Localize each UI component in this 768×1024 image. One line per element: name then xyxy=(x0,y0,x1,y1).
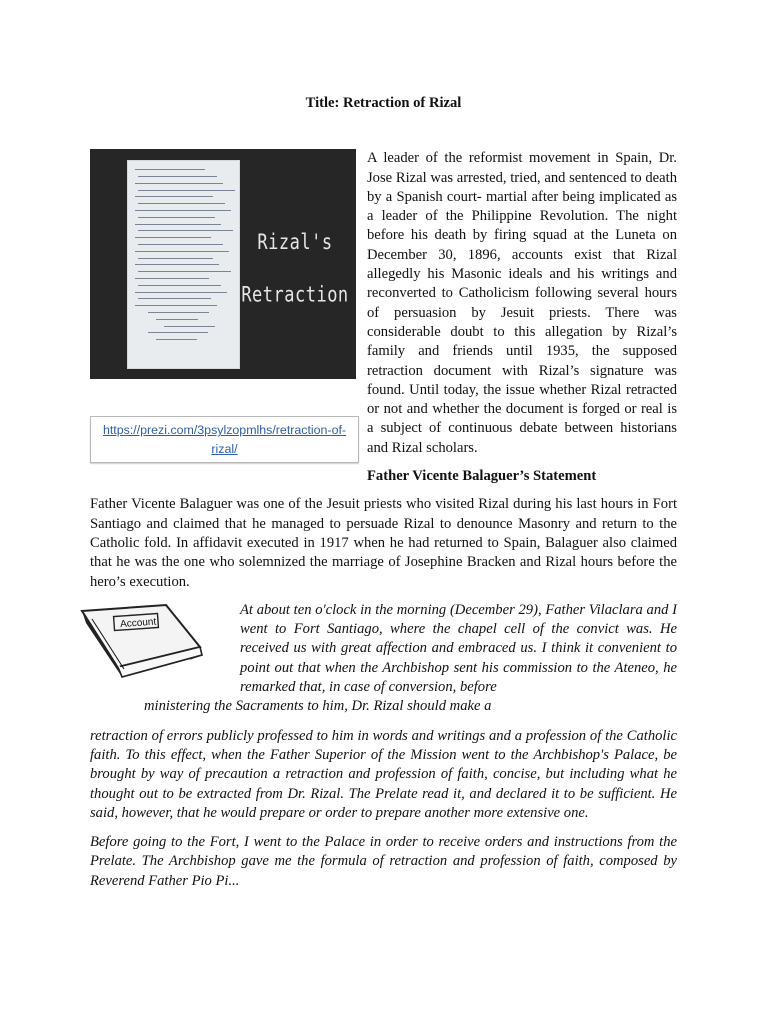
handwriting-stroke xyxy=(135,264,219,265)
handwriting-stroke xyxy=(135,305,217,306)
handwriting-stroke xyxy=(156,319,198,320)
handwriting-stroke xyxy=(135,278,209,279)
handwriting-stroke xyxy=(138,176,217,177)
handwriting-stroke xyxy=(164,326,215,327)
handwriting-stroke xyxy=(135,237,211,238)
handwriting-stroke xyxy=(148,332,208,333)
handwriting-stroke xyxy=(135,292,227,293)
handwriting-stroke xyxy=(138,217,215,218)
document-page xyxy=(90,0,677,891)
handwriting-stroke xyxy=(135,251,229,252)
source-link[interactable]: https://prezi.com/3psylzopmlhs/retraction-of-rizal/ xyxy=(90,416,359,463)
handwriting-stroke xyxy=(156,339,197,340)
handwriting-stroke xyxy=(135,210,231,211)
handwriting-stroke xyxy=(135,183,223,184)
section-heading: Father Vicente Balaguer’s Statement xyxy=(367,468,597,485)
rizal-retraction-image xyxy=(90,149,356,379)
manuscript-document-image xyxy=(128,161,239,368)
image-caption xyxy=(240,217,350,322)
handwriting-stroke xyxy=(148,312,209,313)
handwriting-stroke xyxy=(135,169,205,170)
media-column xyxy=(90,113,357,463)
image-caption-line1: Rizal's xyxy=(257,230,333,256)
quote-block xyxy=(90,601,677,717)
book-label: Account xyxy=(119,616,157,630)
handwriting-stroke xyxy=(138,271,231,272)
quote-paragraph-1: At about ten o'clock in the morning (December 29), Father Vilaclara and I went to Fort Santiago, where the chapel cell of the convict was. He received us with great affection and embraced us. I think it convenient to point out that when the Archbishop sent his commission to the Ateneo, he remarked that, in case of conversion, before xyxy=(240,601,677,696)
handwriting-stroke xyxy=(138,190,235,191)
image-caption-line2: Retraction xyxy=(241,283,349,309)
handwriting-stroke xyxy=(138,230,233,231)
quote-paragraph-1-end: ministering the Sacraments to him, Dr. Rizal should make a xyxy=(144,698,492,715)
quote-paragraph-3: Before going to the Fort, I went to the Palace in order to receive orders and instructions from the Prelate. The Archbishop gave me the formula of retraction and profession of faith, composed by Reverend Father Pio Pi... xyxy=(90,834,677,889)
handwriting-stroke xyxy=(135,224,221,225)
handwriting-stroke xyxy=(138,244,223,245)
handwriting-stroke xyxy=(138,298,211,299)
document-title: Title: Retraction of Rizal xyxy=(305,95,462,111)
intro-paragraph: A leader of the reformist movement in Spain, Dr. Jose Rizal was arrested, tried, and sentenced to death by a Spanish court- martial after being implicated as a leader of the Philippine Revolution. The night before his death by firing squad at the Luneta on December 30, 1896, accounts exist that Rizal allegedly his Masonic ideals and his writings and reconverted to Catholicism following several hours of persuasion by Jesuit priests. There was considerable doubt to this allegation by Rizal’s family and friends until 1935, the supposed retraction document with Rizal’s signature was found. Until today, the issue whether Rizal retracted or not and whether the document is forged or real is a subject of continuous debate between historians and Rizal scholars. xyxy=(367,150,677,456)
handwriting-stroke xyxy=(138,258,213,259)
handwriting-stroke xyxy=(138,203,225,204)
handwriting-stroke xyxy=(138,285,221,286)
balaguer-paragraph: Father Vicente Balaguer was one of the Jesuit priests who visited Rizal during his last hours in Fort Santiago and claimed that he managed to persuade Rizal to denounce Masonry and return to the Catholic fold. In affidavit executed in 1917 when he had returned to Spain, Balaguer also claimed that he was the one who solemnized the marriage of Josephine Bracken and Rizal hours before the hero’s execution. xyxy=(90,496,677,590)
quote-paragraph-2: retraction of errors publicly professed to him in words and writings and a profession of the Catholic faith. To this effect, when the Father Superior of the Mission went to the Archbishop's Palace, be brought by way of precaution a retraction and profession of faith, concise, but including what he thought out to be extracted from Dr. Rizal. The Prelate read it, and declared it to be sufficient. He said, however, that he would prepare or order to prepare another more extensive one. xyxy=(90,727,677,821)
book-icon xyxy=(78,601,228,689)
handwriting-stroke xyxy=(135,196,213,197)
